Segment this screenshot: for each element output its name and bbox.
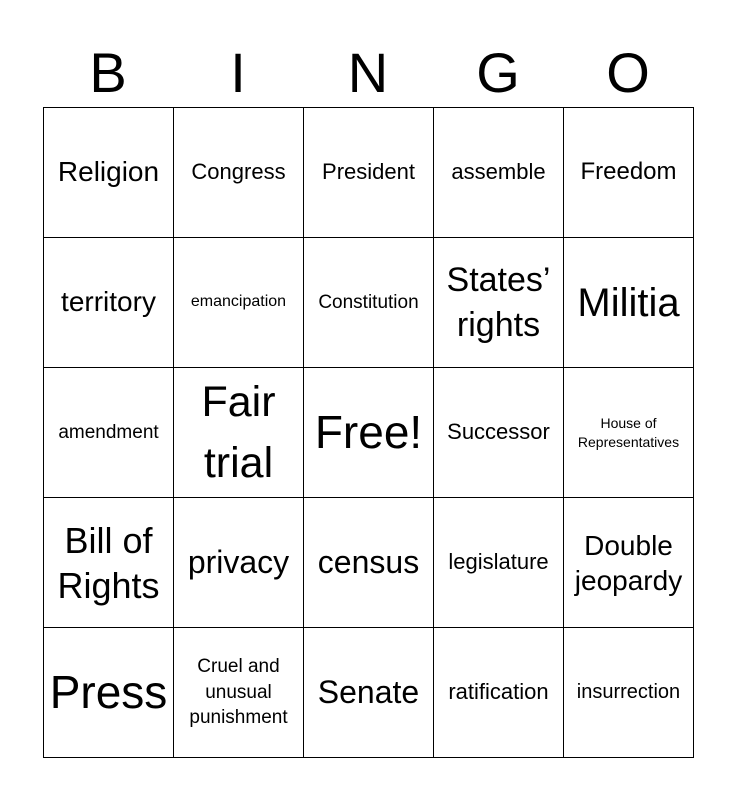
bingo-cell-r4c1[interactable] bbox=[44, 498, 174, 628]
cell-label: Militia bbox=[577, 280, 680, 325]
bingo-cell-r5c1[interactable] bbox=[44, 628, 174, 758]
cell-label: Religion bbox=[57, 156, 160, 188]
cell-label: privacy bbox=[187, 543, 290, 580]
cell-label: insurrection bbox=[576, 681, 681, 703]
cell-label: Successor bbox=[447, 419, 550, 445]
cell-label: President bbox=[322, 159, 415, 185]
cell-label: amendment bbox=[58, 421, 159, 443]
bingo-cell-r4c3[interactable] bbox=[304, 498, 434, 628]
cell-label: Free! bbox=[314, 406, 423, 459]
bingo-cell-r5c2[interactable] bbox=[174, 628, 304, 758]
cell-label: Cruel and unusual punishment bbox=[189, 656, 288, 729]
header-letter-o: O bbox=[606, 41, 650, 104]
cell-label: census bbox=[317, 543, 420, 580]
bingo-cell-r5c5[interactable] bbox=[564, 628, 694, 758]
bingo-cell-r2c5[interactable] bbox=[564, 238, 694, 368]
cell-label: ratification bbox=[448, 679, 549, 705]
cell-label: assemble bbox=[451, 159, 546, 185]
bingo-cell-r2c2[interactable] bbox=[174, 238, 304, 368]
header-letter-g: G bbox=[476, 41, 520, 104]
bingo-cell-r2c4[interactable] bbox=[434, 238, 564, 368]
bingo-board bbox=[43, 107, 694, 758]
bingo-cell-r3c1[interactable] bbox=[44, 368, 174, 498]
cell-label: Bill of Rights bbox=[57, 519, 160, 606]
cell-label: States’ rights bbox=[446, 261, 551, 344]
cell-label: House of Representatives bbox=[577, 415, 680, 450]
bingo-cell-r1c3[interactable] bbox=[304, 108, 434, 238]
bingo-cell-r1c5[interactable] bbox=[564, 108, 694, 238]
cell-label: Constitution bbox=[318, 291, 419, 313]
cell-label: Senate bbox=[317, 673, 420, 710]
bingo-cell-r3c2[interactable] bbox=[174, 368, 304, 498]
cell-label: legislature bbox=[448, 549, 549, 575]
bingo-cell-r3c4[interactable] bbox=[434, 368, 564, 498]
cell-label: Double jeopardy bbox=[574, 529, 683, 596]
header-letter-b: B bbox=[89, 41, 127, 104]
bingo-cell-r3c5[interactable] bbox=[564, 368, 694, 498]
cell-label: Fair trial bbox=[201, 378, 276, 487]
bingo-cell-r2c1[interactable] bbox=[44, 238, 174, 368]
bingo-cell-r5c4[interactable] bbox=[434, 628, 564, 758]
cell-label: Press bbox=[49, 666, 168, 719]
bingo-cell-r1c4[interactable] bbox=[434, 108, 564, 238]
bingo-cell-r4c4[interactable] bbox=[434, 498, 564, 628]
bingo-cell-r2c3[interactable] bbox=[304, 238, 434, 368]
bingo-cell-r3c3[interactable] bbox=[304, 368, 434, 498]
header-letter-n: N bbox=[347, 41, 389, 104]
cell-label: Freedom bbox=[580, 158, 677, 186]
bingo-cell-r1c1[interactable] bbox=[44, 108, 174, 238]
cell-label: territory bbox=[61, 286, 156, 318]
bingo-cell-r5c3[interactable] bbox=[304, 628, 434, 758]
cell-label: Congress bbox=[191, 159, 286, 185]
cell-label: emancipation bbox=[190, 293, 287, 311]
bingo-cell-r4c2[interactable] bbox=[174, 498, 304, 628]
bingo-cell-r1c2[interactable] bbox=[174, 108, 304, 238]
bingo-cell-r4c5[interactable] bbox=[564, 498, 694, 628]
bingo-header bbox=[43, 42, 693, 104]
header-letter-i: I bbox=[230, 41, 246, 104]
